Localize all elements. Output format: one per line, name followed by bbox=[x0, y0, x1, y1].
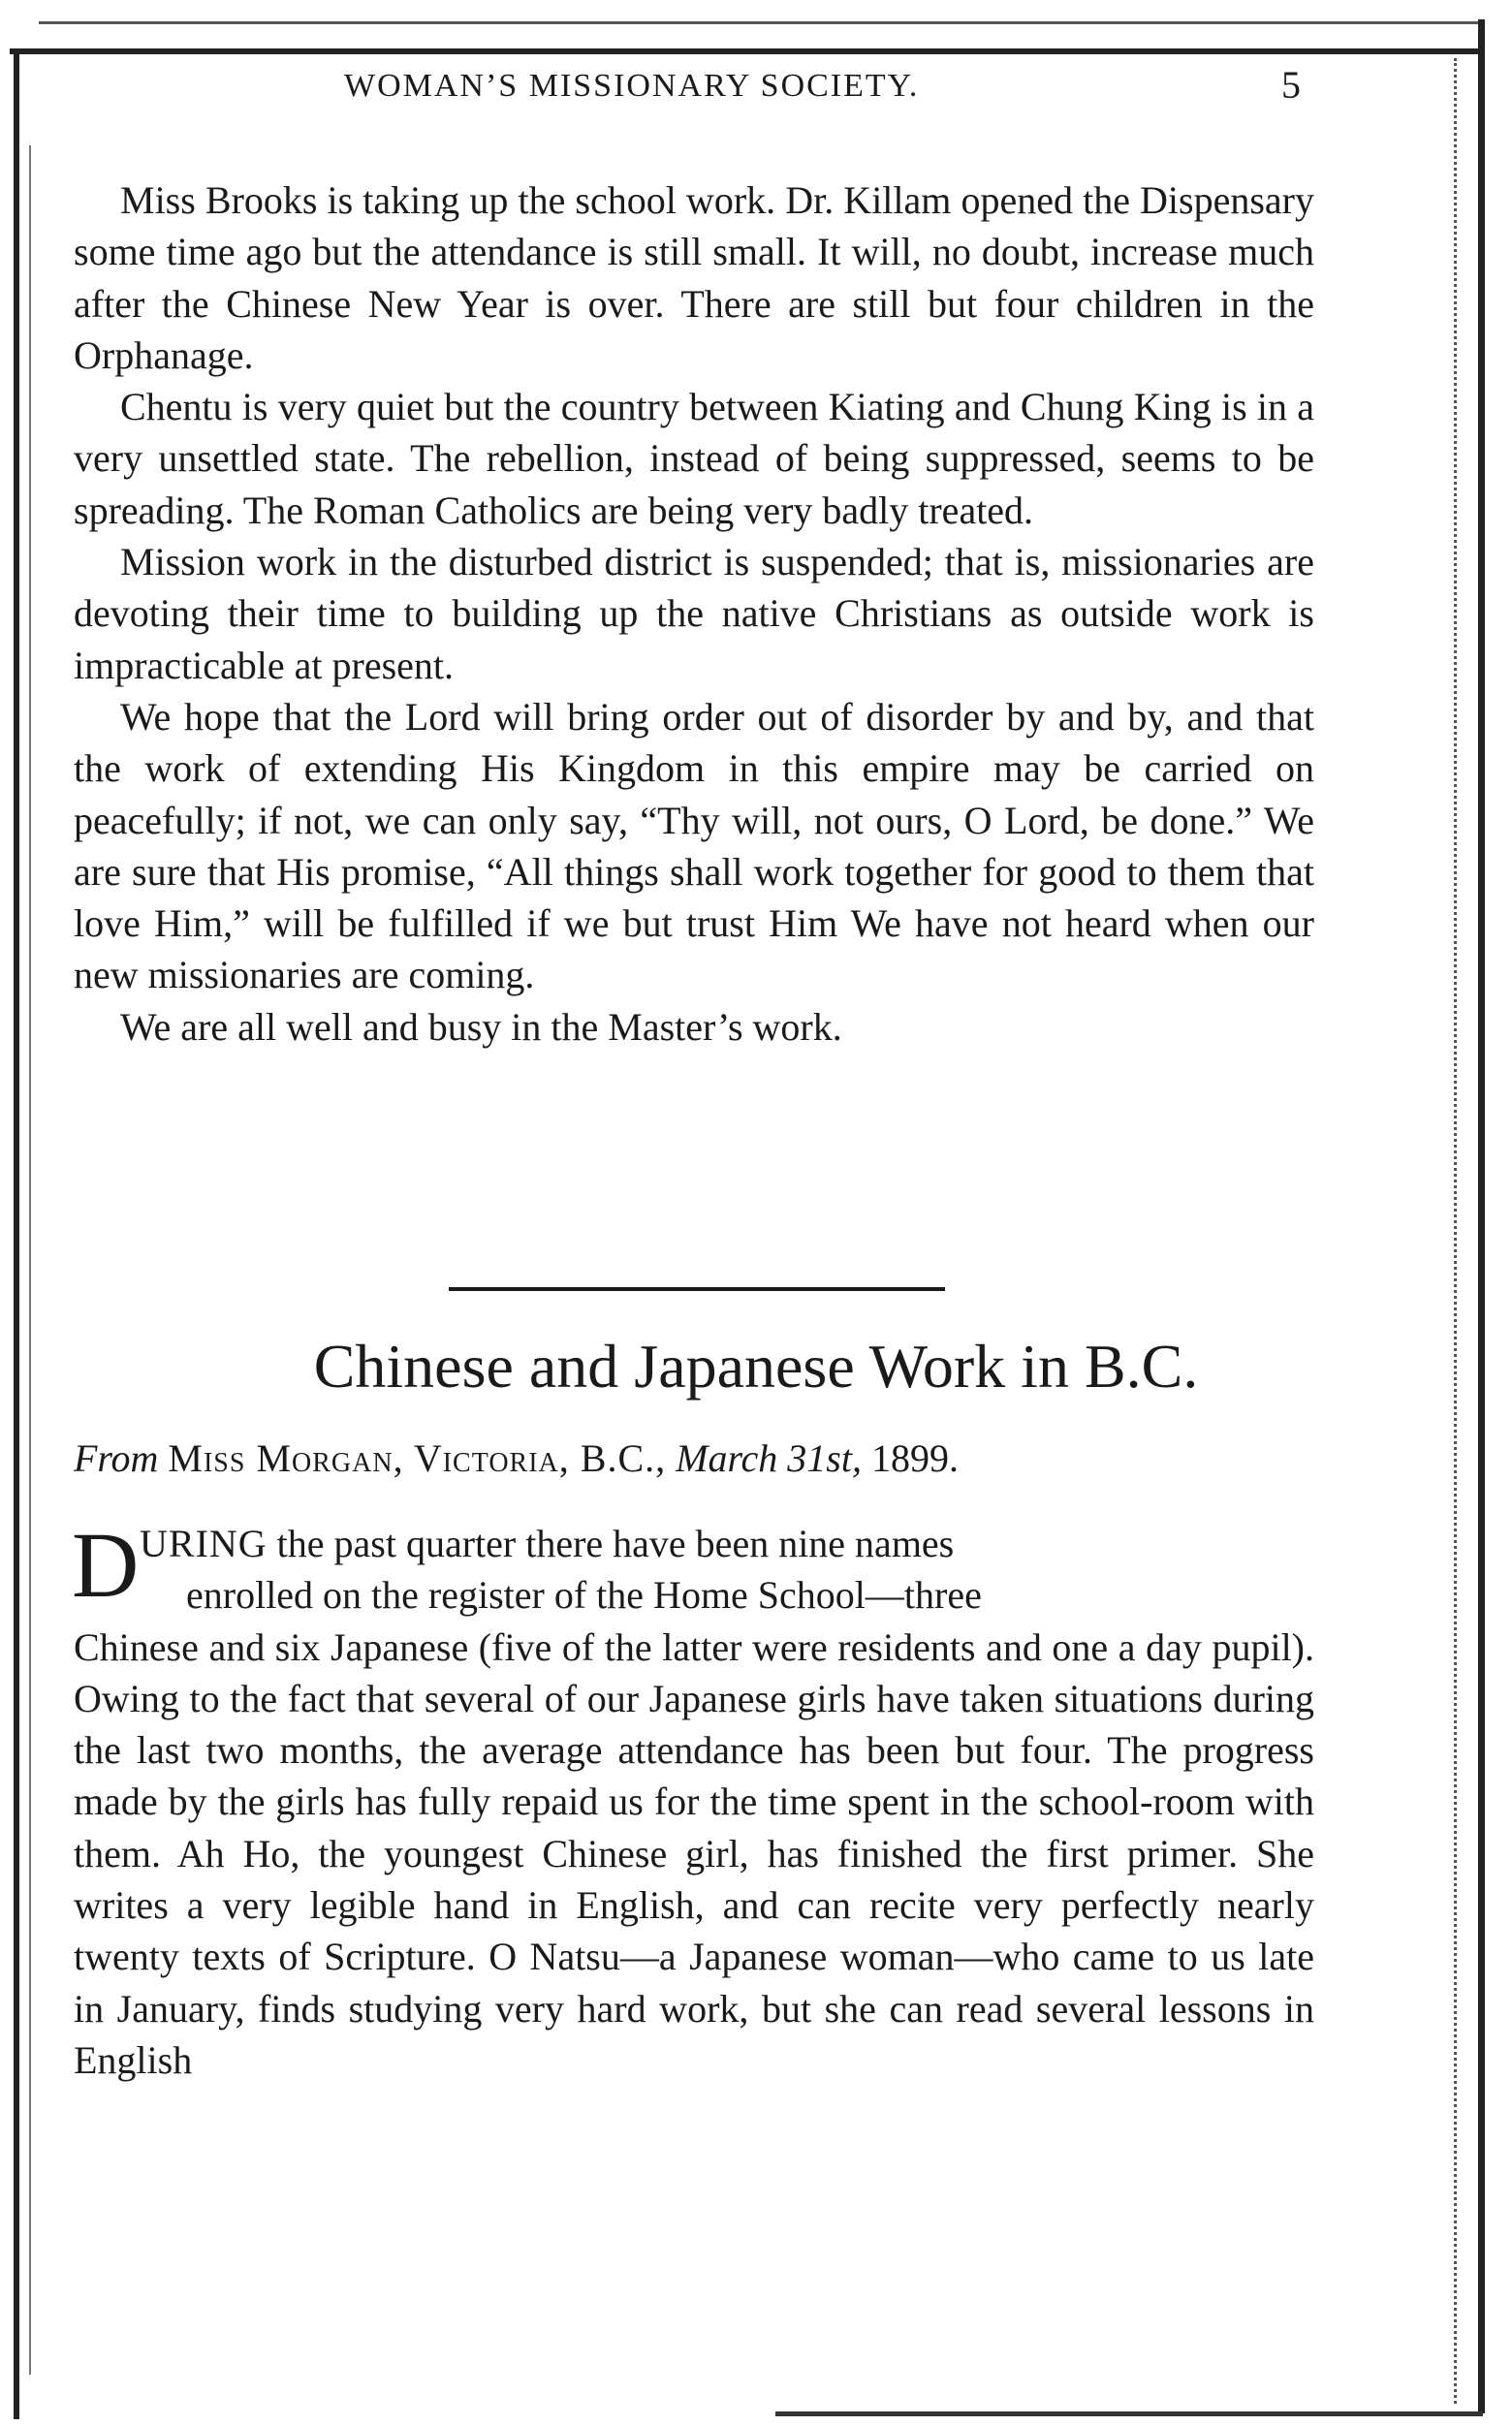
second-line: enrolled on the register of the Home School—three bbox=[186, 1573, 982, 1618]
paragraph-rest: Chinese and six Japanese (five of the latter were residents and one a day pupil). Owing to the fact that several of our Japanese girls have taken situations during the last two months, the average attendance has been but four. The progress made by the girls has fully repaid us for the time spent in the school-room with them. Ah Ho, the youngest Chinese girl, has finished the first primer. She writes a very legible hand in English, and can recite very perfectly nearly twenty texts of Scripture. O Natsu—a Japanese woman—who came to us late in January, finds studying very hard work, but she can read several lessons in English bbox=[74, 1624, 1314, 2082]
page-edge-left-thin bbox=[29, 145, 31, 2375]
byline-author: Miss Morgan, Victoria, B.C., bbox=[168, 1436, 667, 1480]
page-border-bottom bbox=[775, 2411, 1483, 2416]
section-divider-rule bbox=[449, 1287, 945, 1291]
section-body bbox=[72, 1513, 1314, 2086]
first-line-rest: the past quarter there have been nine names bbox=[267, 1522, 955, 1565]
byline-from: From bbox=[74, 1436, 159, 1480]
page-edge-right-dots bbox=[1454, 58, 1457, 2404]
byline-year: 1899. bbox=[870, 1436, 959, 1480]
paragraph: Miss Brooks is taking up the school work. Dr. Killam opened the Dispensary some time ago but the attendance is still small. It will, no doubt, increase much after the Chinese New Year is over. There are still but four children in the Orphanage. bbox=[74, 178, 1314, 377]
paragraph: Mission work in the disturbed district is suspended; that is, missionaries are devoting their time to building up the native Christians as outside work is impracticable at present. bbox=[74, 540, 1314, 687]
running-header-title: WOMAN’S MISSIONARY SOCIETY. bbox=[344, 68, 920, 104]
page-edge-top-thin bbox=[39, 21, 1483, 24]
section-byline bbox=[74, 1434, 1314, 1483]
letter-continued-body bbox=[74, 174, 1314, 1053]
page-border-left bbox=[14, 54, 19, 2419]
paragraph: We hope that the Lord will bring order out of disorder by and by, and that the work of extending His Kingdom in this empire may be carried on peacefully; if not, we can only say, “Thy will, not ours, O Lord, be done.” We are sure that His promise, “All things shall work together for good to them that love Him,” will be fulfilled if we but trust Him We have not heard when our new missionaries are coming. bbox=[74, 694, 1314, 997]
first-line bbox=[74, 1518, 1314, 1569]
paragraph: We are all well and busy in the Master’s work. bbox=[120, 1004, 842, 1049]
page-border-top bbox=[10, 48, 1483, 54]
page-border-right bbox=[1478, 19, 1485, 2413]
byline-date: March 31st, bbox=[676, 1436, 862, 1480]
page-number: 5 bbox=[1281, 63, 1301, 107]
opening-caps: URING bbox=[140, 1522, 268, 1565]
paragraph: Chentu is very quiet but the country between Kiating and Chung King is in a very unsettled state. The rebellion, instead of being suppressed, seems to be spreading. The Roman Catholics are being very badly treated. bbox=[74, 385, 1314, 532]
drop-cap: D bbox=[72, 1513, 140, 1617]
section-heading: Chinese and Japanese Work in B.C. bbox=[313, 1332, 1199, 1401]
